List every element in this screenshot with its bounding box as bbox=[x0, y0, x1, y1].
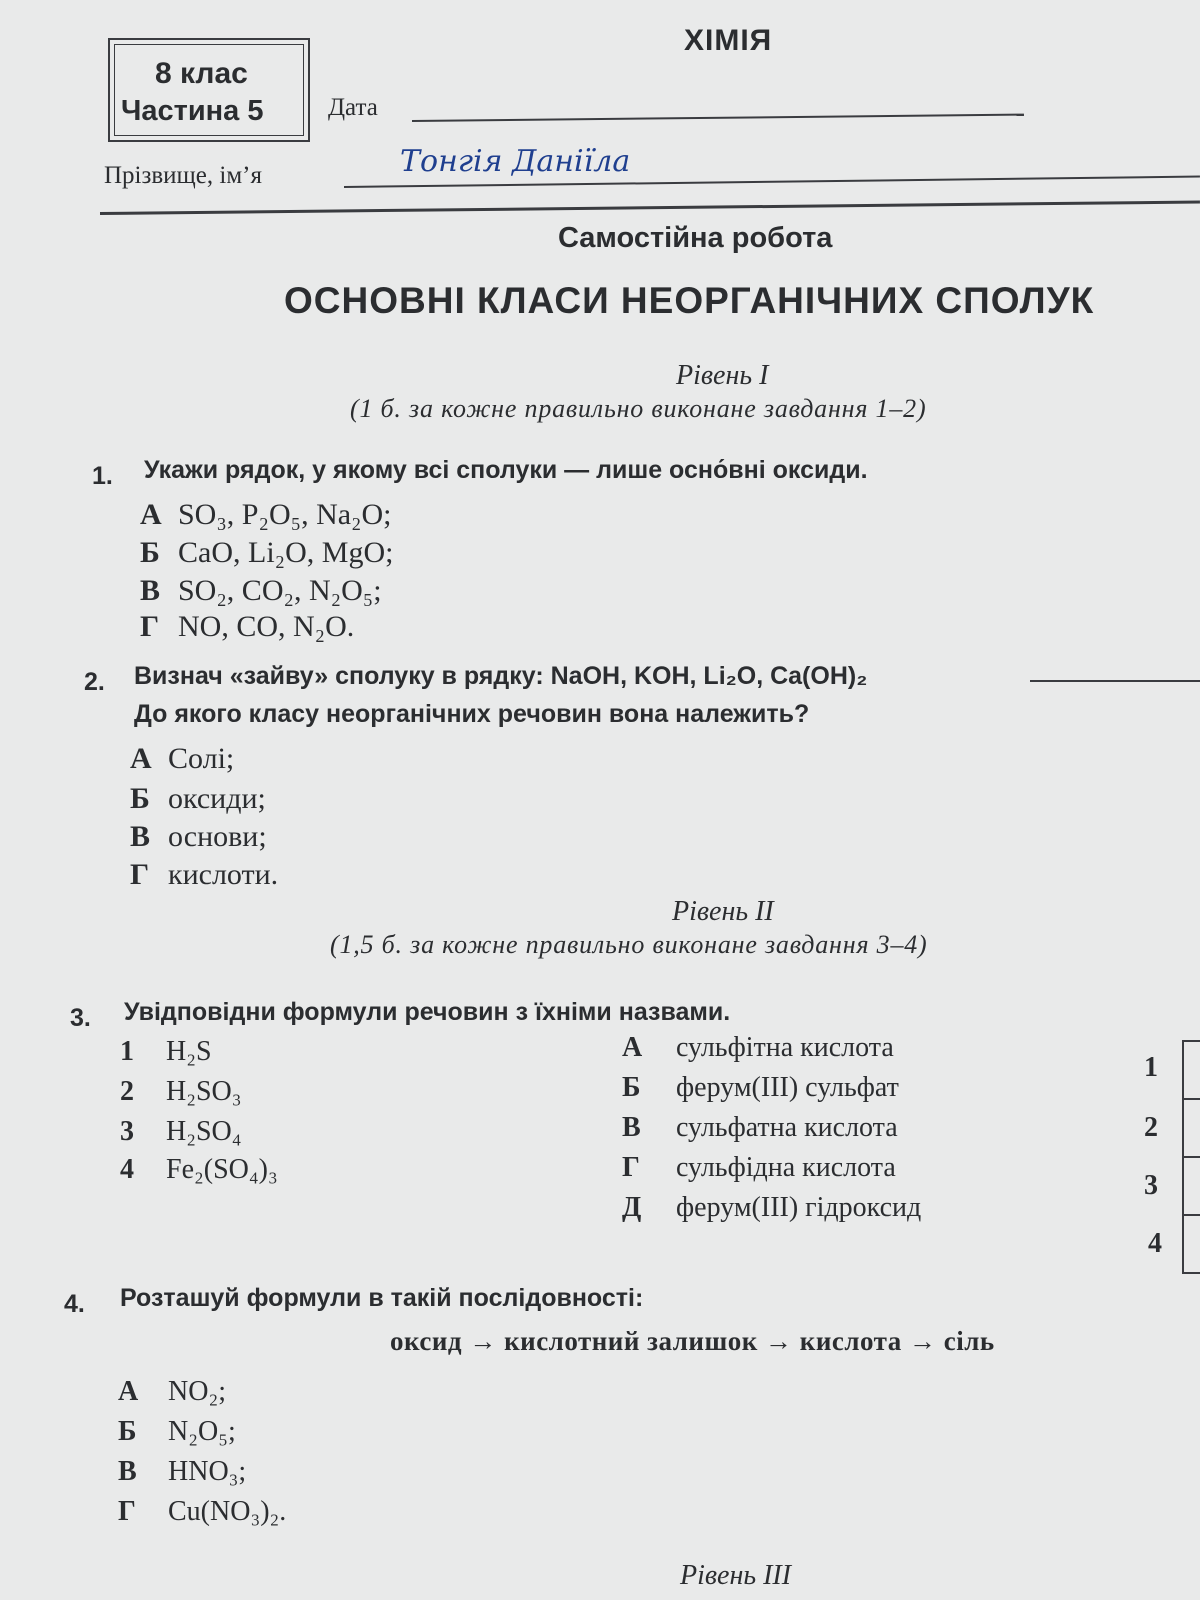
q2-option-a-text: Солі; bbox=[168, 742, 235, 775]
q3-formula-2-text: H₂SO₃ bbox=[166, 1076, 242, 1107]
q1-option-d-text: NO, CO, N₂O. bbox=[178, 610, 355, 643]
q4-text: Розташуй формули в такій послідовності: bbox=[120, 1284, 644, 1312]
q3-formula-3-num: 3 bbox=[120, 1116, 134, 1147]
q2-number: 2. bbox=[84, 668, 105, 696]
q3-name-d-text: сульфідна кислота bbox=[676, 1152, 896, 1183]
q2-option-a[interactable] bbox=[130, 742, 234, 776]
q3-name-a-letter: А bbox=[622, 1032, 643, 1063]
q3-formula-2-num: 2 bbox=[120, 1076, 134, 1107]
part-label: Частина 5 bbox=[121, 95, 264, 127]
q1-option-b-text: CaO, Li₂O, MgO; bbox=[178, 536, 394, 569]
q3-text: Увідповідни формули речовин з їхніми назвами. bbox=[124, 998, 731, 1026]
q3-formula-1 bbox=[120, 1036, 212, 1068]
name-label: Прізвище, ім’я bbox=[104, 162, 262, 189]
q3-name-b bbox=[622, 1072, 899, 1104]
q1-option-c[interactable] bbox=[140, 574, 382, 608]
q1-option-b[interactable] bbox=[140, 536, 393, 570]
q4-option-b-letter: Б bbox=[118, 1416, 137, 1447]
level2-note: (1,5 б. за кожне правильно виконане завдання 3–4) bbox=[330, 930, 928, 959]
q4-option-b[interactable] bbox=[118, 1416, 236, 1448]
grade-box bbox=[108, 38, 310, 142]
q1-option-d-letter: Г bbox=[140, 610, 160, 643]
topic-title: ОСНОВНІ КЛАСИ НЕОРГАНІЧНИХ СПОЛУК bbox=[284, 280, 1095, 321]
subject-title: ХІМІЯ bbox=[684, 24, 773, 57]
answer-num-3: 3 bbox=[1144, 1170, 1158, 1201]
level3-label: Рівень III bbox=[680, 1560, 792, 1591]
q2-option-c-letter: В bbox=[130, 820, 151, 853]
q4-option-d-letter: Г bbox=[118, 1496, 136, 1527]
q3-formula-1-text: H₂S bbox=[166, 1036, 212, 1067]
q1-text: Укажи рядок, у якому всі сполуки — лише осно́вні оксиди. bbox=[144, 456, 868, 484]
q2-option-d-letter: Г bbox=[130, 858, 150, 891]
q3-name-c bbox=[622, 1112, 898, 1144]
q3-name-e bbox=[622, 1192, 921, 1224]
q3-formula-3 bbox=[120, 1116, 242, 1148]
q3-formula-4 bbox=[120, 1154, 278, 1186]
q1-option-c-text: SO₂, CO₂, N₂O₅; bbox=[178, 574, 382, 607]
answer-grid-row1 bbox=[1182, 1098, 1200, 1100]
q4-option-b-text: N₂O₅; bbox=[168, 1416, 236, 1447]
q3-name-c-text: сульфатна кислота bbox=[676, 1112, 898, 1143]
q3-formula-1-num: 1 bbox=[120, 1036, 134, 1067]
answer-num-2: 2 bbox=[1144, 1112, 1158, 1143]
work-type-title: Самостійна робота bbox=[558, 222, 833, 254]
q2-option-d-text: кислоти. bbox=[168, 858, 279, 891]
q3-formula-4-num: 4 bbox=[120, 1154, 134, 1185]
q2-text2: До якого класу неорганічних речовин вона належить? bbox=[134, 700, 810, 728]
q3-name-b-letter: Б bbox=[622, 1072, 641, 1103]
q2-answer-line[interactable] bbox=[1030, 680, 1200, 682]
q1-option-d[interactable] bbox=[140, 610, 354, 644]
q2-option-a-letter: А bbox=[130, 742, 152, 775]
q4-number: 4. bbox=[64, 1290, 85, 1318]
q2-option-c-text: основи; bbox=[168, 820, 267, 853]
q1-number: 1. bbox=[92, 462, 113, 490]
q3-number: 3. bbox=[70, 1004, 91, 1032]
answer-grid-top bbox=[1182, 1040, 1200, 1042]
q3-formula-4-text: Fe₂(SO₄)₃ bbox=[166, 1154, 278, 1185]
answer-num-1: 1 bbox=[1144, 1052, 1158, 1083]
q4-option-c-text: HNO₃; bbox=[168, 1456, 247, 1487]
q4-option-a-text: NO₂; bbox=[168, 1376, 226, 1407]
q1-option-a-letter: А bbox=[140, 498, 162, 531]
answer-num-4: 4 bbox=[1148, 1228, 1162, 1259]
date-label: Дата bbox=[328, 94, 378, 121]
q4-option-d[interactable] bbox=[118, 1496, 286, 1528]
q2-option-b-letter: Б bbox=[130, 782, 150, 815]
q1-option-c-letter: В bbox=[140, 574, 161, 607]
q4-option-d-text: Cu(NO₃)₂. bbox=[168, 1496, 287, 1527]
q4-sequence: оксид → кислотний залишок → кислота → сіль bbox=[390, 1326, 995, 1356]
q2-option-d[interactable] bbox=[130, 858, 278, 892]
q3-name-a bbox=[622, 1032, 894, 1064]
q2-option-b[interactable] bbox=[130, 782, 266, 816]
level2-label: Рівень II bbox=[672, 896, 774, 927]
q2-text: Визнач «зайву» сполуку в рядку: NaOH, KOH, Li₂O, Ca(OH)₂ bbox=[134, 662, 868, 690]
answer-grid-row2 bbox=[1182, 1156, 1200, 1158]
q4-option-a-letter: А bbox=[118, 1376, 139, 1407]
answer-grid-bottom bbox=[1182, 1272, 1200, 1274]
q1-option-a-text: SO₃, P₂O₅, Na₂O; bbox=[178, 498, 392, 531]
answer-grid-row3 bbox=[1182, 1214, 1200, 1216]
q4-option-c-letter: В bbox=[118, 1456, 137, 1487]
level1-label: Рівень I bbox=[676, 360, 769, 391]
q1-option-b-letter: Б bbox=[140, 536, 160, 569]
level1-note: (1 б. за кожне правильно виконане завдання 1–2) bbox=[350, 394, 927, 423]
grade-label: 8 клас bbox=[155, 57, 248, 90]
header-divider bbox=[100, 200, 1200, 215]
q3-formula-2 bbox=[120, 1076, 242, 1108]
grade-box-inner bbox=[114, 44, 304, 136]
name-signature: Тонгія Даніїла bbox=[400, 144, 631, 179]
q3-formula-3-text: H₂SO₄ bbox=[166, 1116, 242, 1147]
q2-option-c[interactable] bbox=[130, 820, 267, 854]
q3-name-a-text: сульфітна кислота bbox=[676, 1032, 894, 1063]
q3-name-d bbox=[622, 1152, 896, 1184]
q4-option-c[interactable] bbox=[118, 1456, 246, 1488]
q3-name-e-text: ферум(III) гідроксид bbox=[676, 1192, 922, 1223]
date-line[interactable] bbox=[412, 114, 1024, 122]
q4-option-a[interactable] bbox=[118, 1376, 226, 1408]
q2-option-b-text: оксиди; bbox=[168, 782, 266, 815]
q3-name-b-text: ферум(III) сульфат bbox=[676, 1072, 899, 1103]
q3-name-c-letter: В bbox=[622, 1112, 641, 1143]
q1-option-a[interactable] bbox=[140, 498, 392, 532]
q3-name-d-letter: Г bbox=[622, 1152, 640, 1183]
q3-name-e-letter: Д bbox=[622, 1192, 642, 1223]
